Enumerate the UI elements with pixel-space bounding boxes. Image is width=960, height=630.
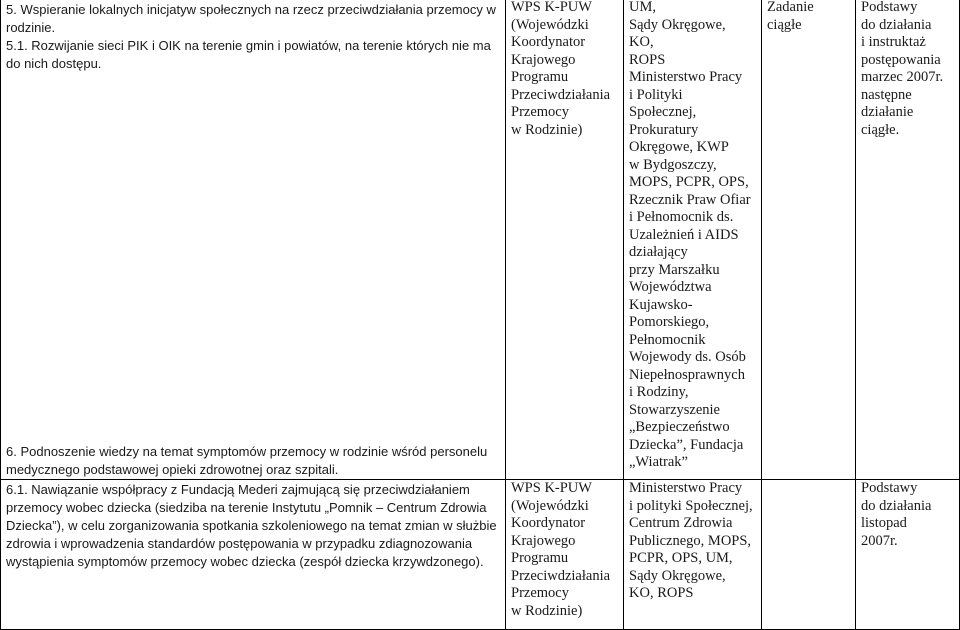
cell-line: Przeciwdziałania — [511, 86, 611, 103]
responsible-list — [511, 0, 619, 139]
cell-line: Społecznej, — [629, 104, 697, 120]
cell-line: Krajowego — [511, 51, 576, 68]
cell-line: i instruktaż — [861, 34, 926, 50]
cell-line: „Wiatrak” — [629, 454, 688, 470]
table-row — [1, 0, 960, 480]
partners-list — [629, 480, 757, 603]
cell-line: Koordynator — [511, 515, 586, 531]
cell-line: Programu — [511, 69, 569, 85]
indicators-cell — [856, 480, 960, 630]
partners-cell — [624, 0, 762, 480]
term-list — [767, 0, 851, 34]
cell-line: w Bydgoszczy, — [629, 156, 717, 173]
cell-line: Dziecka”, Fundacja — [629, 436, 744, 453]
cell-line: w Rodzinie) — [511, 602, 583, 619]
cell-line: listopad — [861, 515, 907, 531]
cell-line: WPS K-PUW — [511, 480, 592, 496]
cell-line: Uzależnień i AIDS — [629, 226, 739, 243]
cell-line: Publicznego, MOPS, — [629, 532, 752, 549]
cell-line: Sądy Okręgowe, — [629, 16, 726, 33]
partners-list — [629, 0, 757, 472]
indicators-list — [861, 0, 955, 139]
cell-line: 2007r. — [861, 532, 898, 549]
cell-line: Ministerstwo Pracy — [629, 69, 743, 85]
cell-line: Okręgowe, KWP — [629, 139, 729, 155]
cell-line: i Pełnomocnik ds. — [629, 209, 734, 225]
cell-line: następne — [861, 86, 912, 103]
cell-line: w Rodzinie) — [511, 121, 583, 138]
partners-cell — [624, 480, 762, 630]
cell-line: Stowarzyszenie — [629, 401, 720, 418]
cell-line: KO, ROPS — [629, 585, 694, 601]
cell-line: i Polityki — [629, 86, 683, 103]
cell-line: do działania — [861, 16, 932, 33]
cell-line: i polityki Społecznej, — [629, 497, 753, 514]
cell-line: Centrum Zdrowia — [629, 515, 733, 531]
task-5-1-text: 5.1. Rozwijanie sieci PIK i OIK na terenie gmin i powiatów, na terenie których nie ma do nich dostępu. — [6, 38, 491, 71]
cell-line: Programu — [511, 550, 569, 566]
cell-line: Przeciwdziałania — [511, 567, 611, 584]
cell-line: ROPS — [629, 51, 666, 68]
cell-line: Przemocy — [511, 104, 569, 120]
cell-line: Pełnomocnik — [629, 331, 706, 348]
cell-line: Prokuratury — [629, 121, 699, 138]
cell-line: „Bezpieczeństwo — [629, 419, 730, 435]
cell-line: Rzecznik Praw Ofiar — [629, 191, 751, 208]
cell-line: i Rodziny, — [629, 384, 689, 400]
indicators-list — [861, 480, 955, 550]
indicators-cell — [856, 0, 960, 480]
cell-line: Przemocy — [511, 585, 569, 601]
cell-line: PCPR, OPS, UM, — [629, 550, 733, 566]
cell-line: Zadanie — [767, 0, 814, 15]
cell-line: Sądy Okręgowe, — [629, 567, 726, 584]
term-cell — [762, 480, 856, 630]
cell-line: Niepełnosprawnych — [629, 366, 745, 383]
cell-line: Podstawy — [861, 0, 918, 15]
task-6-1-text: 6.1. Nawiązanie współpracy z Fundacją Mederi zajmującą się przeciwdziałaniem przemocy wobec dziecka (siedziba na terenie Instytutu „Pomnik – Centrum Zdrowia Dziecka”), w celu zorganizowania spotkania szkoleniowego na temat zmian w służbie zdrowia i wprowadzenia standardów postępowania w przypadku zdiagnozowania wystąpienia symptomów przemocy wobec dziecka (zespół dziecka krzywdzonego). — [6, 482, 497, 569]
cell-line: marzec 2007r. — [861, 69, 944, 85]
cell-line: postępowania — [861, 51, 941, 68]
term-cell — [762, 0, 856, 480]
cell-line: działanie — [861, 104, 914, 120]
responsible-cell — [506, 480, 624, 630]
task-cell — [1, 480, 506, 630]
cell-line: UM, — [629, 0, 656, 15]
task-6-text: 6. Podnoszenie wiedzy na temat symptomów przemocy w rodzinie wśród personelu medycznego podstawowej opieki zdrowotnej oraz szpitali. — [6, 444, 488, 477]
cell-line: Podstawy — [861, 480, 918, 496]
task-5-text: 5. Wspieranie lokalnych inicjatyw społecznych na rzecz przeciwdziałania przemocy w rodzinie. — [6, 2, 496, 35]
cell-line: Kujawsko- — [629, 296, 693, 313]
cell-line: działający — [629, 244, 688, 260]
cell-line: (Wojewódzki — [511, 16, 589, 33]
cell-line: Pomorskiego, — [629, 314, 710, 330]
responsible-cell — [506, 0, 624, 480]
cell-line: ciągłe — [767, 16, 802, 33]
cell-line: Wojewody ds. Osób — [629, 349, 746, 365]
cell-line: MOPS, PCPR, OPS, — [629, 174, 749, 190]
cell-line: Ministerstwo Pracy — [629, 480, 743, 496]
cell-line: (Wojewódzki — [511, 497, 589, 514]
cell-line: Krajowego — [511, 532, 576, 549]
cell-line: ciągłe. — [861, 121, 900, 138]
cell-line: do działania — [861, 497, 932, 514]
cell-line: WPS K-PUW — [511, 0, 592, 15]
task-cell — [1, 0, 506, 480]
cell-line: Koordynator — [511, 34, 586, 50]
cell-line: Województwa — [629, 279, 712, 295]
cell-line: KO, — [629, 34, 654, 50]
table-row — [1, 480, 960, 630]
responsible-list — [511, 480, 619, 620]
cell-line: przy Marszałku — [629, 261, 720, 278]
